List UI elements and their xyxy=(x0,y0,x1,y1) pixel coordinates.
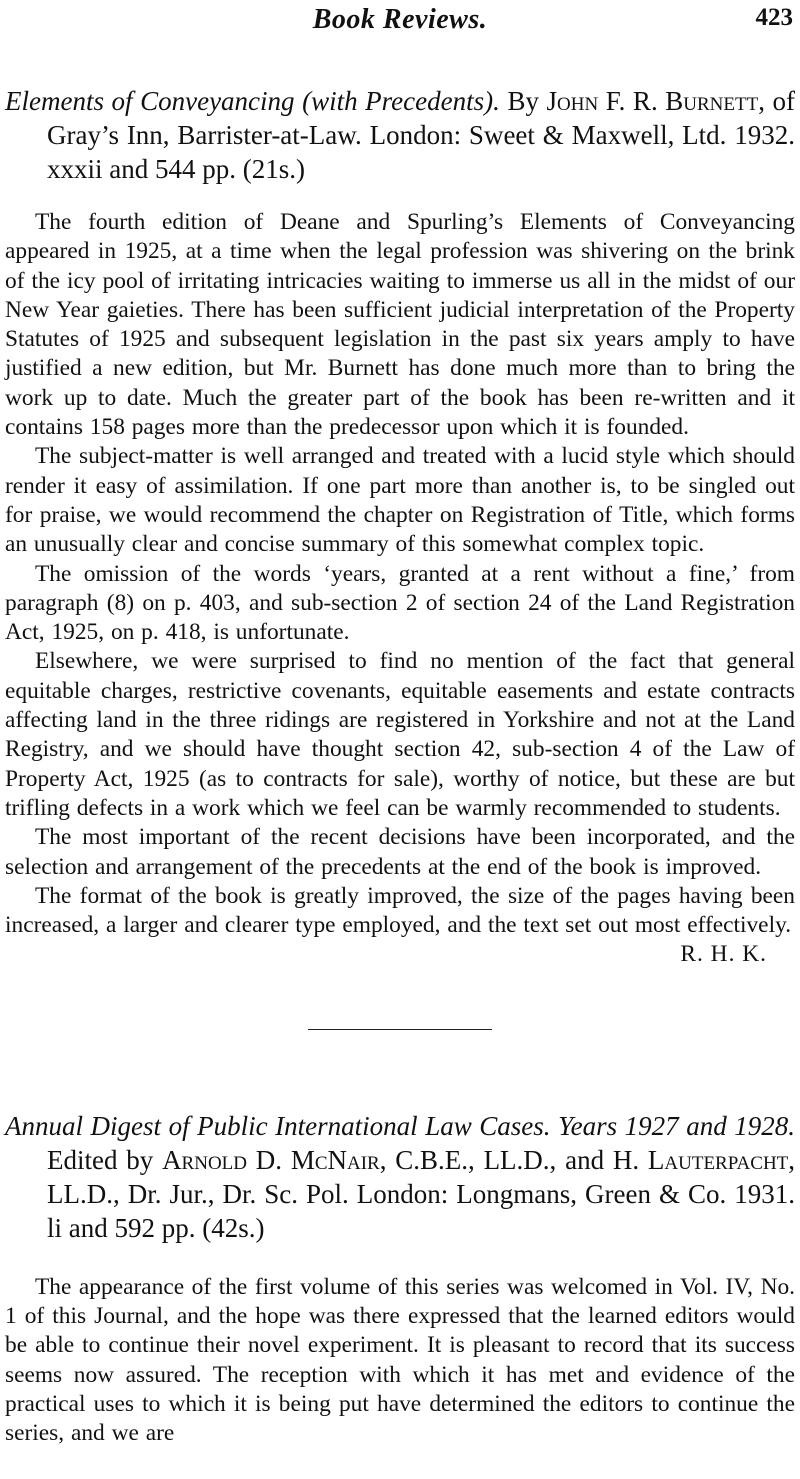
running-head-title: Book Reviews. xyxy=(312,4,488,35)
review-2-body xyxy=(5,1273,795,1449)
review-1-body xyxy=(5,208,795,970)
review-1-details: , of Gray’s Inn, Barrister-at-Law. London: Sweet & Maxwell, Ltd. 1932. xxxii and 544 pp. (21s.) xyxy=(47,86,796,184)
review-1-paragraph: The omission of the words ‘years, granted at a rent without a fine,’ from paragraph (8) on p. 403, and sub-section 2 of section 24 of the Land Registration Act, 1925, on p. 418, is unfortunate. xyxy=(5,560,795,646)
review-1-paragraph: The most important of the recent decisions have been incorporated, and the selection and arrangement of the precedents at the end of the book is improved. xyxy=(5,824,795,880)
review-2-book-title: Annual Digest of Public International Law Cases. Years 1927 and 1928. xyxy=(5,1110,795,1141)
review-1-heading xyxy=(5,84,795,186)
review-2-editor-1-suffix: , C.B.E., LL.D., and H. xyxy=(379,1144,640,1175)
document-page xyxy=(5,0,795,1449)
review-1-book-title: Elements of Conveyancing (with Precedents). xyxy=(5,86,500,116)
review-1-paragraph: The format of the book is greatly improved, the size of the pages having been increased, a larger and clearer type employed, and the text set out most effectively. xyxy=(5,882,795,939)
review-2-heading xyxy=(5,1109,795,1245)
review-2-paragraph: The appearance of the first volume of this series was welcomed in Vol. IV, No. 1 of this Journal, and the hope was there expressed that the learned editors would be able to continue their novel experiment. It is pleasant to record that its success seems now assured. The reception with which it has met and evidence of the practical uses to which it is being put have determined the editors to continue the series, and we are xyxy=(5,1273,795,1447)
review-1-by: By xyxy=(507,86,539,116)
review-2-edited-by: Edited by xyxy=(47,1144,154,1175)
reviewer-initials: R. H. K. xyxy=(680,941,767,968)
review-1-author: John F. R. Burnett xyxy=(546,86,759,116)
page-number: 423 xyxy=(755,4,793,31)
review-1-paragraph: The fourth edition of Deane and Spurling’s Elements of Conveyancing appeared in 1925, at a time when the legal profession was shivering on the brink of the icy pool of irritating intricacies waiting to immerse us all in the midst of our New Year gaieties. There has been sufficient judicial interpretation of the Property Statutes of 1925 and subsequent legislation in the past six years amply to have justified a new edition, but Mr. Burnett has done much more than to bring the work up to date. Much the greater part of the book has been re-written and it contains 158 pages more than the predecessor upon which it is founded. xyxy=(5,209,795,441)
review-2-editor-1: Arnold D. McNair xyxy=(162,1144,380,1175)
review-1-paragraph: Elsewhere, we were surprised to find no mention of the fact that general equitable charges, restrictive covenants, equitable easements and estate contracts affecting land in the three ridings are registered in Yorkshire and not at the Land Registry, and we should have thought section 42, sub-section 4 of the Law of Property Act, 1925 (as to contracts for sale), worthy of notice, but these are but trifling defects in a work which we feel can be warmly recommended to students. xyxy=(5,648,795,821)
running-head xyxy=(5,0,795,40)
section-divider xyxy=(308,1029,492,1030)
review-2-details: , LL.D., Dr. Jur., Dr. Sc. Pol. London: Longmans, Green & Co. 1931. li and 592 pp. (42s.) xyxy=(47,1144,796,1243)
review-2-editor-2: Lauterpacht xyxy=(647,1144,789,1175)
review-1-paragraph: The subject-matter is well arranged and treated with a lucid style which should render it easy of assimilation. If one part more than another is, to be singled out for praise, we would recommend the chapter on Registration of Title, which forms an unusually clear and concise summary of this somewhat complex topic. xyxy=(5,443,795,558)
